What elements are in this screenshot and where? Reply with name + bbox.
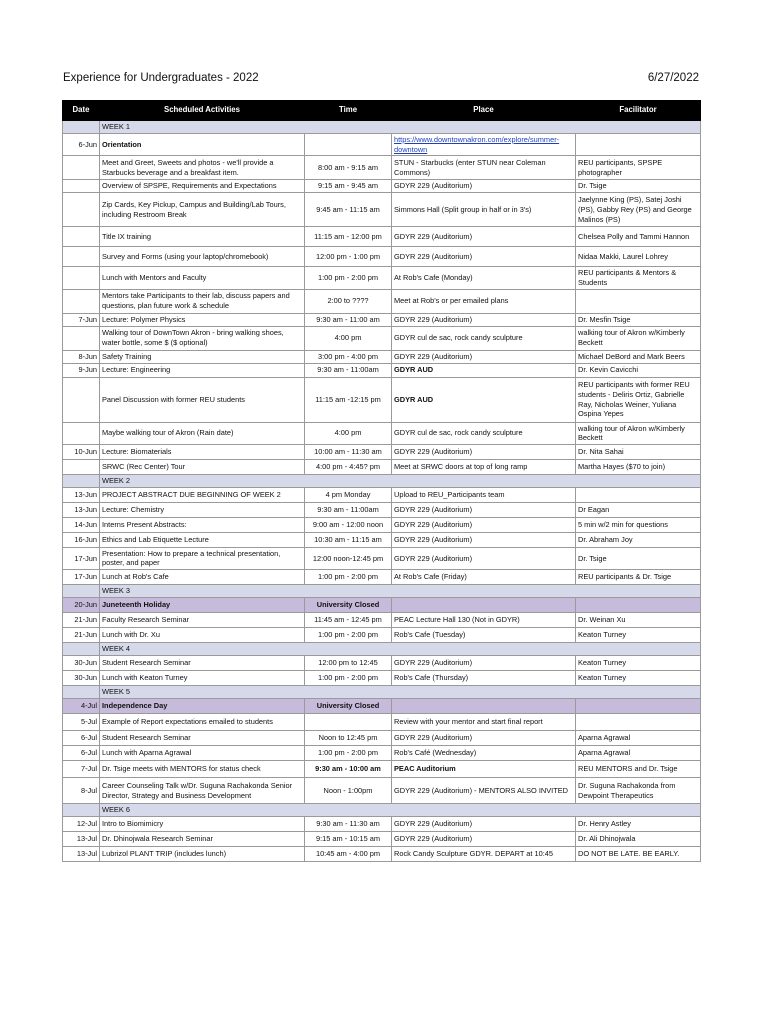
- row-place: GDYR cul de sac, rock candy sculpture: [392, 326, 576, 350]
- row-date: [63, 267, 100, 289]
- row-time: 9:15 am - 9:45 am: [305, 180, 392, 193]
- row-place: GDYR AUD: [392, 363, 576, 377]
- row-date: 8-Jun: [63, 350, 100, 363]
- schedule-row: [63, 459, 701, 474]
- row-facilitator: Chelsea Polly and Tammi Hannon: [576, 227, 701, 247]
- schedule-row: [63, 761, 701, 778]
- row-time: 9:15 am - 10:15 am: [305, 832, 392, 847]
- week-label: WEEK 1: [100, 121, 701, 134]
- schedule-row: [63, 699, 701, 714]
- row-place: PEAC Lecture Hall 130 (Not in GDYR): [392, 613, 576, 628]
- row-time: 8:00 am - 9:15 am: [305, 156, 392, 180]
- row-date: 8-Jul: [63, 778, 100, 804]
- row-place: GDYR AUD: [392, 377, 576, 422]
- week-row: [63, 585, 701, 598]
- row-facilitator: [576, 699, 701, 714]
- row-facilitator: REU participants & Dr. Tsige: [576, 570, 701, 585]
- row-place: GDYR 229 (Auditorium): [392, 502, 576, 517]
- schedule-row: [63, 671, 701, 686]
- row-time: 9:30 am - 10:00 am: [305, 761, 392, 778]
- row-date: [63, 422, 100, 444]
- week-row: [63, 474, 701, 487]
- row-place: GDYR 229 (Auditorium): [392, 731, 576, 746]
- row-time: 11:15 am - 12:00 pm: [305, 227, 392, 247]
- row-date: [63, 156, 100, 180]
- row-activity: PROJECT ABSTRACT DUE BEGINNING OF WEEK 2: [100, 487, 305, 502]
- row-time: 4:00 pm - 4:45? pm: [305, 459, 392, 474]
- document-date: 6/27/2022: [647, 72, 699, 84]
- schedule-table: [62, 100, 701, 862]
- row-facilitator: Dr Eagan: [576, 502, 701, 517]
- row-time: 1:00 pm - 2:00 pm: [305, 671, 392, 686]
- row-facilitator: Keaton Turney: [576, 656, 701, 671]
- row-place: GDYR 229 (Auditorium): [392, 180, 576, 193]
- row-time: 9:30 am - 11:30 am: [305, 817, 392, 832]
- row-place: At Rob's Cafe (Friday): [392, 570, 576, 585]
- row-date: 17-Jun: [63, 547, 100, 569]
- row-time: 9:30 am - 11:00am: [305, 363, 392, 377]
- row-date: 21-Jun: [63, 628, 100, 643]
- row-date: 13-Jul: [63, 832, 100, 847]
- header-time: Time: [305, 101, 392, 121]
- row-activity: Lunch at Rob's Cafe: [100, 570, 305, 585]
- row-facilitator: [576, 487, 701, 502]
- row-time: Noon to 12:45 pm: [305, 731, 392, 746]
- schedule-row: [63, 180, 701, 193]
- row-place: GDYR 229 (Auditorium): [392, 247, 576, 267]
- week-row: [63, 121, 701, 134]
- schedule-row: [63, 570, 701, 585]
- week-spacer: [63, 474, 100, 487]
- row-place: GDYR 229 (Auditorium): [392, 517, 576, 532]
- row-place: Simmons Hall (Split group in half or in 3's): [392, 193, 576, 227]
- row-activity: Ethics and Lab Etiquette Lecture: [100, 532, 305, 547]
- row-facilitator: Dr. Abraham Joy: [576, 532, 701, 547]
- row-date: 13-Jun: [63, 487, 100, 502]
- row-time: University Closed: [305, 598, 392, 613]
- row-date: 5-Jul: [63, 714, 100, 731]
- row-date: 12-Jul: [63, 817, 100, 832]
- row-place: GDYR 229 (Auditorium): [392, 656, 576, 671]
- header-activities: Scheduled Activities: [100, 101, 305, 121]
- row-activity: Dr. Tsige meets with MENTORS for status check: [100, 761, 305, 778]
- schedule-row: [63, 267, 701, 289]
- row-activity: Lunch with Dr. Xu: [100, 628, 305, 643]
- row-place: GDYR 229 (Auditorium): [392, 532, 576, 547]
- row-facilitator: [576, 134, 701, 156]
- week-label: WEEK 5: [100, 686, 701, 699]
- row-date: 30-Jun: [63, 656, 100, 671]
- row-time: 9:00 am - 12:00 noon: [305, 517, 392, 532]
- row-place: GDYR 229 (Auditorium): [392, 350, 576, 363]
- row-activity: Dr. Dhinojwala Research Seminar: [100, 832, 305, 847]
- week-label: WEEK 4: [100, 643, 701, 656]
- row-time: 4:00 pm: [305, 326, 392, 350]
- schedule-row: [63, 247, 701, 267]
- schedule-row: [63, 598, 701, 613]
- schedule-row: [63, 313, 701, 326]
- week-label: WEEK 3: [100, 585, 701, 598]
- row-time: [305, 714, 392, 731]
- schedule-row: [63, 422, 701, 444]
- row-activity: Lecture: Chemistry: [100, 502, 305, 517]
- row-date: 10-Jun: [63, 444, 100, 459]
- row-activity: Interns Present Abstracts:: [100, 517, 305, 532]
- row-place: GDYR cul de sac, rock candy sculpture: [392, 422, 576, 444]
- week-label: WEEK 6: [100, 804, 701, 817]
- row-place: GDYR 229 (Auditorium): [392, 832, 576, 847]
- row-time: 9:30 am - 11:00 am: [305, 313, 392, 326]
- row-time: 10:30 am - 11:15 am: [305, 532, 392, 547]
- row-date: [63, 193, 100, 227]
- schedule-row: [63, 289, 701, 313]
- row-time: 10:00 am - 11:30 am: [305, 444, 392, 459]
- schedule-row: [63, 363, 701, 377]
- row-facilitator: Keaton Turney: [576, 671, 701, 686]
- row-date: 9-Jun: [63, 363, 100, 377]
- row-time: 2:00 to ????: [305, 289, 392, 313]
- week-spacer: [63, 804, 100, 817]
- row-activity: Presentation: How to prepare a technical presentation, poster, and paper: [100, 547, 305, 569]
- row-date: 13-Jun: [63, 502, 100, 517]
- row-time: 4 pm Monday: [305, 487, 392, 502]
- schedule-header: [63, 101, 701, 121]
- header-facilitator: Facilitator: [576, 101, 701, 121]
- row-facilitator: Dr. Nita Sahai: [576, 444, 701, 459]
- schedule-row: [63, 656, 701, 671]
- schedule-row: [63, 487, 701, 502]
- row-facilitator: Dr. Ali Dhinojwala: [576, 832, 701, 847]
- row-facilitator: REU participants, SPSPE photographer: [576, 156, 701, 180]
- row-activity: Independence Day: [100, 699, 305, 714]
- week-spacer: [63, 121, 100, 134]
- row-facilitator: Dr. Weinan Xu: [576, 613, 701, 628]
- row-activity: Example of Report expectations emailed to students: [100, 714, 305, 731]
- schedule-row: [63, 832, 701, 847]
- row-time: University Closed: [305, 699, 392, 714]
- row-date: [63, 180, 100, 193]
- week-spacer: [63, 585, 100, 598]
- row-facilitator: [576, 598, 701, 613]
- row-time: 1:00 pm - 2:00 pm: [305, 628, 392, 643]
- row-activity: Lunch with Aparna Agrawal: [100, 746, 305, 761]
- row-date: 30-Jun: [63, 671, 100, 686]
- row-place: Meet at Rob's or per emailed plans: [392, 289, 576, 313]
- row-date: 7-Jul: [63, 761, 100, 778]
- row-activity: Title IX training: [100, 227, 305, 247]
- row-activity: Lecture: Biomaterials: [100, 444, 305, 459]
- row-activity: Orientation: [100, 134, 305, 156]
- schedule-row: [63, 778, 701, 804]
- schedule-row: [63, 193, 701, 227]
- row-activity: Safety Training: [100, 350, 305, 363]
- schedule-row: [63, 547, 701, 569]
- schedule-row: [63, 156, 701, 180]
- row-place: Review with your mentor and start final report: [392, 714, 576, 731]
- week-row: [63, 643, 701, 656]
- row-time: 1:00 pm - 2:00 pm: [305, 267, 392, 289]
- row-activity: Zip Cards, Key Pickup, Campus and Building/Lab Tours, including Restroom Break: [100, 193, 305, 227]
- row-place: Rob's Café (Wednesday): [392, 746, 576, 761]
- week-spacer: [63, 686, 100, 699]
- row-time: 9:45 am - 11:15 am: [305, 193, 392, 227]
- week-label: WEEK 2: [100, 474, 701, 487]
- row-place: Rob's Cafe (Thursday): [392, 671, 576, 686]
- row-facilitator: walking tour of Akron w/Kimberly Beckett: [576, 326, 701, 350]
- schedule-row: [63, 444, 701, 459]
- row-date: 16-Jun: [63, 532, 100, 547]
- schedule-row: [63, 817, 701, 832]
- row-place: GDYR 229 (Auditorium): [392, 547, 576, 569]
- schedule-row: [63, 613, 701, 628]
- row-date: 6-Jul: [63, 746, 100, 761]
- schedule-row: [63, 326, 701, 350]
- row-activity: Meet and Greet, Sweets and photos - we'll provide a Starbucks beverage and a breakfast item.: [100, 156, 305, 180]
- week-spacer: [63, 643, 100, 656]
- row-time: 9:30 am - 11:00am: [305, 502, 392, 517]
- row-place: [392, 699, 576, 714]
- schedule-row: [63, 847, 701, 862]
- row-facilitator: DO NOT BE LATE. BE EARLY.: [576, 847, 701, 862]
- row-facilitator: Aparna Agrawal: [576, 731, 701, 746]
- row-facilitator: Jaelynne King (PS), Satej Joshi (PS), Gabby Rey (PS) and George Malinos (PS): [576, 193, 701, 227]
- row-facilitator: Dr. Kevin Cavicchi: [576, 363, 701, 377]
- row-date: 6-Jul: [63, 731, 100, 746]
- row-place: [392, 598, 576, 613]
- row-time: 11:45 am - 12:45 pm: [305, 613, 392, 628]
- row-activity: Career Counseling Talk w/Dr. Suguna Rachakonda Senior Director, Strategy and Business Development: [100, 778, 305, 804]
- row-place: GDYR 229 (Auditorium) - MENTORS ALSO INVITED: [392, 778, 576, 804]
- row-activity: Lecture: Engineering: [100, 363, 305, 377]
- schedule-row: [63, 350, 701, 363]
- row-time: 3:00 pm - 4:00 pm: [305, 350, 392, 363]
- row-activity: Mentors take Participants to their lab, discuss papers and questions, plan future work & schedule: [100, 289, 305, 313]
- row-date: [63, 289, 100, 313]
- document-title: Experience for Undergraduates - 2022: [63, 72, 259, 84]
- row-facilitator: Keaton Turney: [576, 628, 701, 643]
- row-time: 1:00 pm - 2:00 pm: [305, 746, 392, 761]
- row-activity: Juneteenth Holiday: [100, 598, 305, 613]
- row-place: PEAC Auditorium: [392, 761, 576, 778]
- row-activity: Overview of SPSPE, Requirements and Expectations: [100, 180, 305, 193]
- header-place: Place: [392, 101, 576, 121]
- schedule-row: [63, 628, 701, 643]
- row-place: [392, 134, 576, 156]
- row-place: Rob's Cafe (Tuesday): [392, 628, 576, 643]
- row-date: 7-Jun: [63, 313, 100, 326]
- row-date: 21-Jun: [63, 613, 100, 628]
- row-activity: Lubrizol PLANT TRIP (includes lunch): [100, 847, 305, 862]
- row-date: 4-Jul: [63, 699, 100, 714]
- row-activity: Survey and Forms (using your laptop/chromebook): [100, 247, 305, 267]
- row-activity: Lecture: Polymer Physics: [100, 313, 305, 326]
- schedule-row: [63, 731, 701, 746]
- row-place: GDYR 229 (Auditorium): [392, 313, 576, 326]
- row-place: Upload to REU_Participants team: [392, 487, 576, 502]
- row-facilitator: Dr. Suguna Rachakonda from Dewpoint Therapeutics: [576, 778, 701, 804]
- row-facilitator: Michael DeBord and Mark Beers: [576, 350, 701, 363]
- schedule-row: [63, 377, 701, 422]
- week-row: [63, 804, 701, 817]
- row-facilitator: REU participants with former REU students - Deliris Ortiz, Gabrielle Ray, Nicholas Weiner, Yuliana Ospina Yepes: [576, 377, 701, 422]
- schedule-row: [63, 502, 701, 517]
- row-time: Noon - 1:00pm: [305, 778, 392, 804]
- row-activity: Student Research Seminar: [100, 731, 305, 746]
- row-time: 10:45 am - 4:00 pm: [305, 847, 392, 862]
- row-time: 11:15 am -12:15 pm: [305, 377, 392, 422]
- row-activity: Faculty Research Seminar: [100, 613, 305, 628]
- row-facilitator: [576, 714, 701, 731]
- row-time: 12:00 noon-12:45 pm: [305, 547, 392, 569]
- row-facilitator: Martha Hayes ($70 to join): [576, 459, 701, 474]
- row-activity: Walking tour of DownTown Akron - bring walking shoes, water bottle, some $ ($ optional): [100, 326, 305, 350]
- schedule-row: [63, 532, 701, 547]
- row-activity: Lunch with Keaton Turney: [100, 671, 305, 686]
- row-place: At Rob's Cafe (Monday): [392, 267, 576, 289]
- row-facilitator: Aparna Agrawal: [576, 746, 701, 761]
- row-date: [63, 247, 100, 267]
- row-date: 13-Jul: [63, 847, 100, 862]
- schedule-row: [63, 517, 701, 532]
- row-facilitator: Nidaa Makki, Laurel Lohrey: [576, 247, 701, 267]
- schedule-row: [63, 746, 701, 761]
- row-place: GDYR 229 (Auditorium): [392, 227, 576, 247]
- row-facilitator: [576, 289, 701, 313]
- row-facilitator: Dr. Tsige: [576, 180, 701, 193]
- schedule-body: [63, 121, 701, 862]
- row-facilitator: REU MENTORS and Dr. Tsige: [576, 761, 701, 778]
- row-time: [305, 134, 392, 156]
- row-facilitator: Dr. Henry Astley: [576, 817, 701, 832]
- row-place: Meet at SRWC doors at top of long ramp: [392, 459, 576, 474]
- row-time: 4:00 pm: [305, 422, 392, 444]
- row-date: [63, 377, 100, 422]
- header-date: Date: [63, 101, 100, 121]
- row-activity: Student Research Seminar: [100, 656, 305, 671]
- row-facilitator: Dr. Mesfin Tsige: [576, 313, 701, 326]
- row-place: GDYR 229 (Auditorium): [392, 444, 576, 459]
- schedule-row: [63, 714, 701, 731]
- row-date: [63, 227, 100, 247]
- row-activity: Lunch with Mentors and Faculty: [100, 267, 305, 289]
- row-date: 20-Jun: [63, 598, 100, 613]
- row-date: [63, 459, 100, 474]
- row-facilitator: Dr. Tsige: [576, 547, 701, 569]
- row-activity: Maybe walking tour of Akron (Rain date): [100, 422, 305, 444]
- row-time: 12:00 pm - 1:00 pm: [305, 247, 392, 267]
- place-link[interactable]: https://www.downtownakron.com/explore/summer-downtown: [394, 135, 560, 154]
- row-facilitator: 5 min w/2 min for questions: [576, 517, 701, 532]
- row-activity: SRWC (Rec Center) Tour: [100, 459, 305, 474]
- schedule-row: [63, 134, 701, 156]
- row-date: 6-Jun: [63, 134, 100, 156]
- header-row: [63, 101, 701, 121]
- row-facilitator: REU participants & Mentors & Students: [576, 267, 701, 289]
- week-row: [63, 686, 701, 699]
- row-date: 17-Jun: [63, 570, 100, 585]
- row-date: [63, 326, 100, 350]
- row-time: 1:00 pm - 2:00 pm: [305, 570, 392, 585]
- row-activity: Intro to Biomimicry: [100, 817, 305, 832]
- row-place: STUN - Starbucks (enter STUN near Coleman Commons): [392, 156, 576, 180]
- schedule-row: [63, 227, 701, 247]
- row-date: 14-Jun: [63, 517, 100, 532]
- row-time: 12:00 pm to 12:45: [305, 656, 392, 671]
- row-place: Rock Candy Sculpture GDYR. DEPART at 10:45: [392, 847, 576, 862]
- row-activity: Panel Discussion with former REU students: [100, 377, 305, 422]
- row-facilitator: walking tour of Akron w/Kimberly Beckett: [576, 422, 701, 444]
- row-place: GDYR 229 (Auditorium): [392, 817, 576, 832]
